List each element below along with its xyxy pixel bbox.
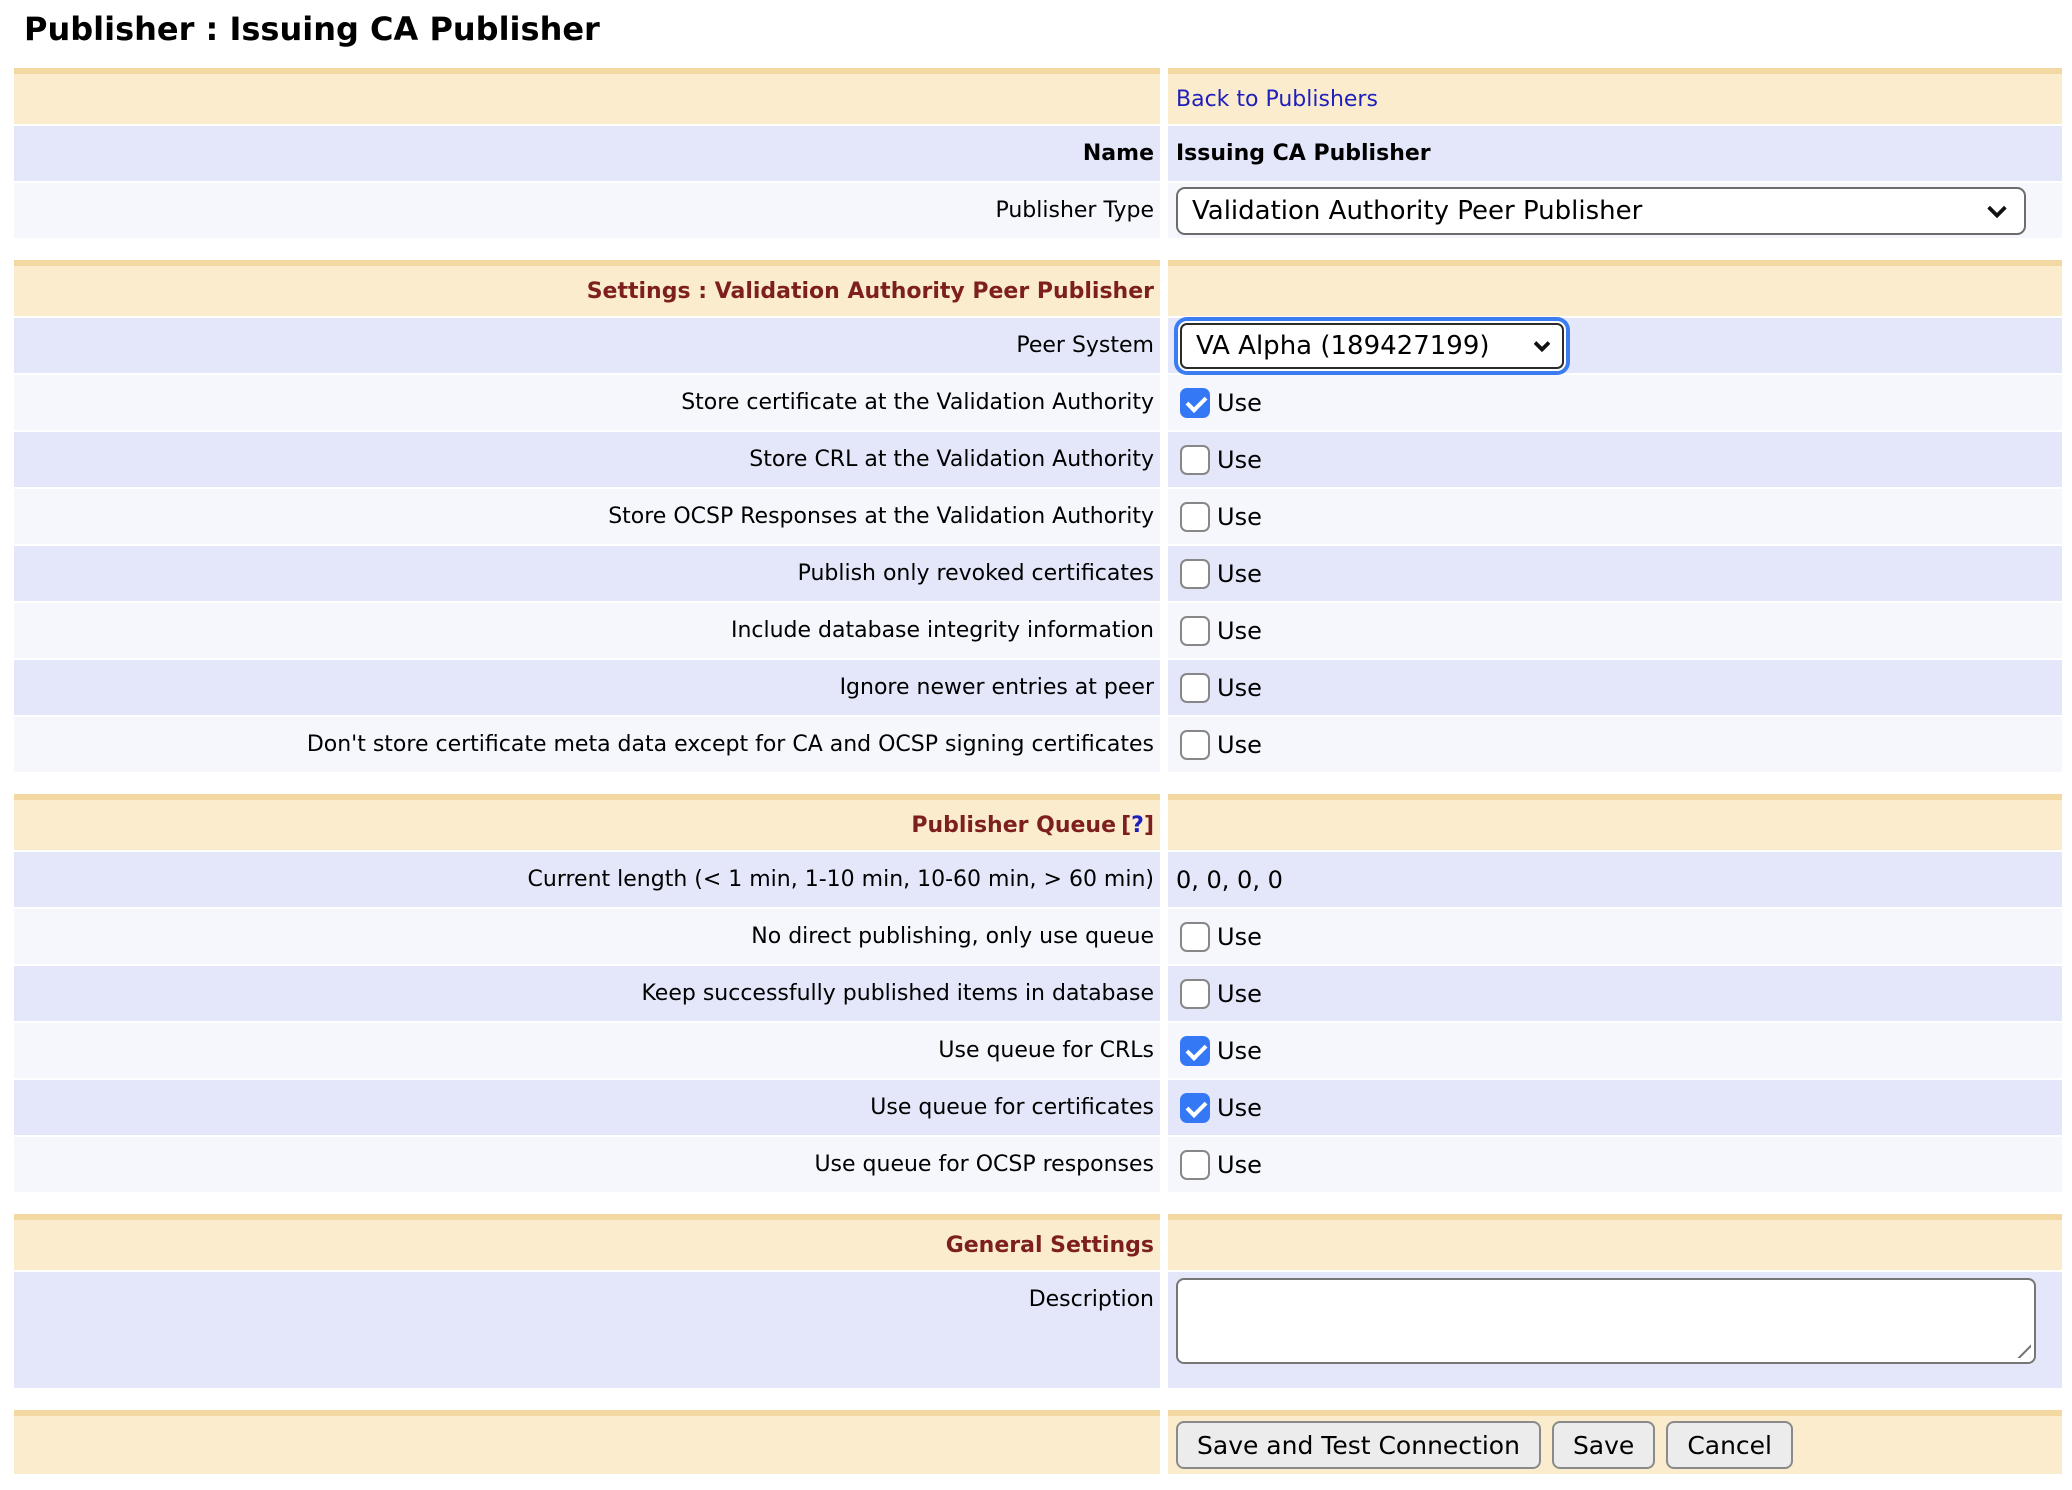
- table-row: [14, 318, 2072, 373]
- queue-length-label: Current length (< 1 min, 1-10 min, 10-60 min, > 60 min): [527, 866, 1154, 892]
- use-checkbox-label: Use: [1217, 502, 1262, 531]
- use-checkbox-label: Use: [1217, 445, 1262, 474]
- publisher-queue-table: [14, 794, 2072, 1192]
- use-checkbox-label: Use: [1217, 1150, 1262, 1179]
- use-checkbox[interactable]: [1180, 502, 1210, 532]
- table-row: [14, 1272, 2072, 1388]
- name-label: Name: [1082, 141, 1154, 166]
- use-checkbox[interactable]: [1180, 559, 1210, 589]
- general-settings-table: [14, 1214, 2072, 1388]
- use-checkbox[interactable]: [1180, 979, 1210, 1009]
- use-checkbox[interactable]: [1180, 673, 1210, 703]
- general-section-title: General Settings: [945, 1232, 1154, 1258]
- table-row: Keep successfully published items in database Use: [14, 966, 2072, 1021]
- table-row: Include database integrity information Use: [14, 603, 2072, 658]
- table-row: Ignore newer entries at peer Use: [14, 660, 2072, 715]
- table-row: Use queue for certificates Use: [14, 1080, 2072, 1135]
- cancel-button[interactable]: Cancel: [1666, 1421, 1793, 1469]
- back-to-publishers-link[interactable]: Back to Publishers: [1176, 86, 1378, 112]
- table-row: [14, 1214, 2072, 1270]
- use-checkbox-label: Use: [1217, 559, 1262, 588]
- settings-section-title: Settings : Validation Authority Peer Publisher: [586, 278, 1154, 304]
- table-row: Publish only revoked certificates Use: [14, 546, 2072, 601]
- use-checkbox[interactable]: [1180, 388, 1210, 418]
- queue-section-title: Publisher Queue: [911, 812, 1117, 838]
- table-row: Use queue for OCSP responses Use: [14, 1137, 2072, 1192]
- use-checkbox-label: Use: [1217, 388, 1262, 417]
- table-row: Publisher Queue [ ? ]: [14, 794, 2072, 850]
- table-row: No direct publishing, only use queue Use: [14, 909, 2072, 964]
- table-row: Use queue for CRLs Use: [14, 1023, 2072, 1078]
- table-row: Store certificate at the Validation Authority Use: [14, 375, 2072, 430]
- publisher-info-table: [14, 68, 2072, 238]
- use-checkbox-label: Use: [1217, 1036, 1262, 1065]
- page-title: Publisher : Issuing CA Publisher: [24, 10, 600, 48]
- table-row: Don't store certificate meta data except for CA and OCSP signing certificates Use: [14, 717, 2072, 772]
- use-checkbox-label: Use: [1217, 922, 1262, 951]
- publisher-type-select[interactable]: [1176, 187, 2026, 235]
- table-row: Store OCSP Responses at the Validation Authority Use: [14, 489, 2072, 544]
- select-value: Validation Authority Peer Publisher: [1192, 195, 1643, 226]
- table-row: [14, 260, 2072, 316]
- use-checkbox-label: Use: [1217, 730, 1262, 759]
- table-row: [14, 68, 2072, 124]
- table-row: [14, 126, 2072, 181]
- use-checkbox[interactable]: [1180, 1150, 1210, 1180]
- use-checkbox[interactable]: [1180, 1093, 1210, 1123]
- table-row: [14, 183, 2072, 238]
- description-textarea[interactable]: [1176, 1278, 2036, 1364]
- publisher-name-value: Issuing CA Publisher: [1176, 141, 1431, 166]
- use-checkbox-label: Use: [1217, 979, 1262, 1008]
- table-row: Store CRL at the Validation Authority Use: [14, 432, 2072, 487]
- publisher-edit-page: [0, 10, 2072, 1474]
- use-checkbox[interactable]: [1180, 1036, 1210, 1066]
- use-checkbox-label: Use: [1217, 1093, 1262, 1122]
- use-checkbox[interactable]: [1180, 616, 1210, 646]
- peer-system-label: Peer System: [1016, 332, 1154, 358]
- table-row: [14, 852, 2072, 907]
- table-row: [14, 1410, 2072, 1474]
- save-and-test-connection-button[interactable]: Save and Test Connection: [1176, 1421, 1541, 1469]
- chevron-down-icon: [1534, 335, 1551, 352]
- save-button[interactable]: Save: [1552, 1421, 1655, 1469]
- settings-table: [14, 260, 2072, 772]
- publisher-queue-help-link[interactable]: ?: [1131, 812, 1144, 838]
- use-checkbox-label: Use: [1217, 616, 1262, 645]
- use-checkbox[interactable]: [1180, 922, 1210, 952]
- use-checkbox[interactable]: [1180, 445, 1210, 475]
- chevron-down-icon: [1987, 198, 2007, 218]
- select-value: VA Alpha (189427199): [1196, 330, 1490, 361]
- peer-system-select[interactable]: [1180, 323, 1564, 369]
- description-label: Description: [1028, 1287, 1154, 1312]
- queue-length-value: 0, 0, 0, 0: [1176, 865, 1283, 894]
- publisher-type-label: Publisher Type: [995, 197, 1154, 223]
- actions-table: [14, 1410, 2072, 1474]
- use-checkbox[interactable]: [1180, 730, 1210, 760]
- use-checkbox-label: Use: [1217, 673, 1262, 702]
